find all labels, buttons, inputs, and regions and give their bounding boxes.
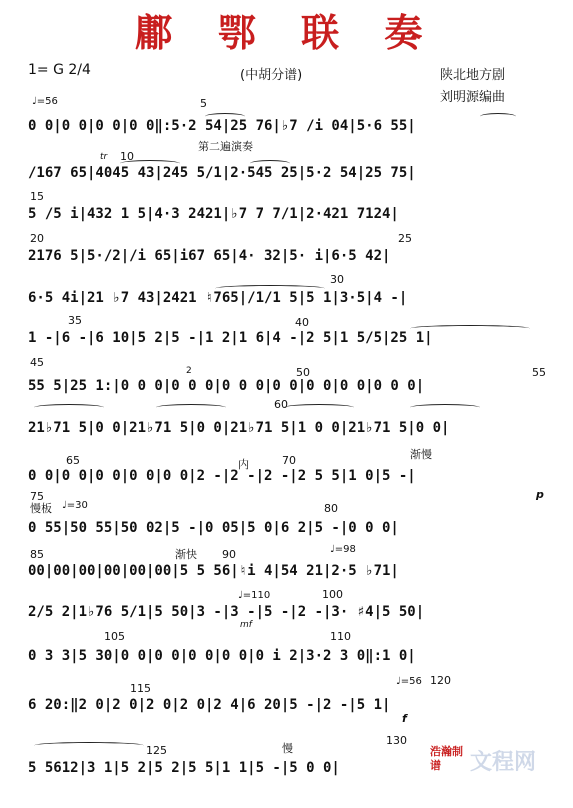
notation-line-10: 0 55|50 55|50 02|5 -|0 05|5 0|6 2|5 -|0 0 0| — [28, 520, 399, 536]
key-signature: 1= G 2/4 — [28, 62, 91, 78]
tempo-marking-56: ♩=56 — [396, 676, 422, 687]
measure-number: 40 — [295, 316, 309, 329]
measure-number: 80 — [324, 502, 338, 515]
notation-line-6: 1 -|6 -|6 10|5 2|5 -|1 2|1 6|4 -|2 5|1 5/5|25 1| — [28, 330, 433, 346]
expression-nei: 内 — [238, 458, 249, 471]
dynamic-mf: mf — [240, 620, 252, 630]
slur — [120, 160, 180, 167]
measure-number: 100 — [322, 588, 343, 601]
notation-line-7: 55 5|25 1:|0 0 0|0 0 0|0 0 0|0 0|0 0|0 0|0 0 0| — [28, 378, 425, 394]
expression-accelerando: 渐快 — [175, 548, 197, 561]
measure-number: 5 — [200, 97, 207, 110]
measure-number: 10 — [120, 150, 134, 163]
measure-number: 50 — [296, 366, 310, 379]
measure-number: 105 — [104, 630, 125, 643]
arranger-stamp: 浩瀚制谱 — [430, 745, 463, 772]
measure-number: 25 — [398, 232, 412, 245]
notation-line-9: 0 0|0 0|0 0|0 0|0 0|2 -|2 -|2 -|2 5 5|1 0|5 -| — [28, 468, 416, 484]
slur — [205, 113, 245, 120]
slur — [156, 404, 226, 411]
notation-line-8: 21♭71 5|0 0|21♭71 5|0 0|21♭71 5|1 0 0|21♭71 5|0 0| — [28, 420, 450, 436]
measure-number: 130 — [386, 734, 407, 747]
notation-line-4: 2176 5|5·/2|/i 65|i67 65|4· 32|5· i|6·5 42| — [28, 248, 391, 264]
slur — [284, 404, 354, 411]
measure-number: 20 — [30, 232, 44, 245]
expression-slow: 慢板 — [30, 502, 52, 515]
score-title: 鄘 鄂 联 奏 — [134, 10, 439, 55]
expression-slow-2: 慢 — [282, 742, 293, 755]
notation-line-5: 6·5 4i|21 ♭7 43|2421 ♮765|/1/1 5|5 1|3·5|4 -| — [28, 290, 408, 306]
trill-mark: tr — [100, 152, 108, 162]
tempo-marking-98: ♩=98 — [330, 544, 356, 555]
measure-number: 65 — [66, 454, 80, 467]
arranger-label: 刘明源编曲 — [440, 90, 506, 105]
measure-number: 85 — [30, 548, 44, 561]
slur — [480, 113, 516, 120]
tempo-marking-30: ♩=30 — [62, 500, 88, 511]
slur — [34, 742, 144, 749]
tempo-marking-110: ♩=110 — [238, 590, 271, 601]
measure-number: 70 — [282, 454, 296, 467]
notation-line-11: 00|00|00|00|00|00|5 5 56|♮i 4|54 21|2·5 ♭71| — [28, 563, 399, 579]
notation-line-1: 0 0|0 0|0 0|0 0‖:5·2 54|25 76|♭7 /i 04|5·6 55| — [28, 118, 416, 134]
notation-line-12: 2/5 2|1♭76 5/1|5 50|3 -|3 -|5 -|2 -|3· ♯4|5 50| — [28, 604, 425, 620]
notation-line-2: /167 65|4045 43|245 5/1|2·545 25|5·2 54|25 75| — [28, 165, 416, 181]
tempo-marking: ♩=56 — [32, 96, 58, 107]
measure-number: 45 — [30, 356, 44, 369]
measure-number: 15 — [30, 190, 44, 203]
measure-number: 90 — [222, 548, 236, 561]
measure-number: 75 — [30, 490, 44, 503]
slur — [410, 404, 480, 411]
score-subtitle: (中胡分谱) — [240, 68, 303, 83]
origin-label: 陕北地方剧 — [440, 68, 506, 83]
expression-ritardando: 渐慢 — [410, 448, 432, 461]
slur — [34, 404, 104, 411]
repeat-instruction: 第二遍演奏 — [198, 140, 253, 153]
notation-line-15: 5 5612|3 1|5 2|5 2|5 5|1 1|5 -|5 0 0| — [28, 760, 340, 776]
measure-number: 55 — [532, 366, 546, 379]
measure-number: 120 — [430, 674, 451, 687]
slur — [215, 285, 325, 292]
measure-number: 30 — [330, 273, 344, 286]
measure-number: 110 — [330, 630, 351, 643]
volta-2-mark: 2 — [186, 366, 192, 376]
measure-number: 60 — [274, 398, 288, 411]
site-watermark: 文程网 — [470, 750, 537, 775]
measure-number: 125 — [146, 744, 167, 757]
notation-line-3: 5 /5 i|432 1 5|4·3 2421|♭7 7 7/1|2·421 7124| — [28, 206, 399, 222]
notation-line-13: 0 3 3|5 30|0 0|0 0|0 0|0 0|0 i 2|3·2 3 0‖:1 0| — [28, 648, 416, 664]
slur — [410, 325, 530, 332]
dynamic-p: p — [536, 488, 544, 501]
slur — [250, 160, 290, 167]
measure-number: 115 — [130, 682, 151, 695]
measure-number: 35 — [68, 314, 82, 327]
dynamic-f: f — [402, 712, 407, 725]
notation-line-14: 6 20:‖2 0|2 0|2 0|2 0|2 4|6 20|5 -|2 -|5 1| — [28, 697, 391, 713]
